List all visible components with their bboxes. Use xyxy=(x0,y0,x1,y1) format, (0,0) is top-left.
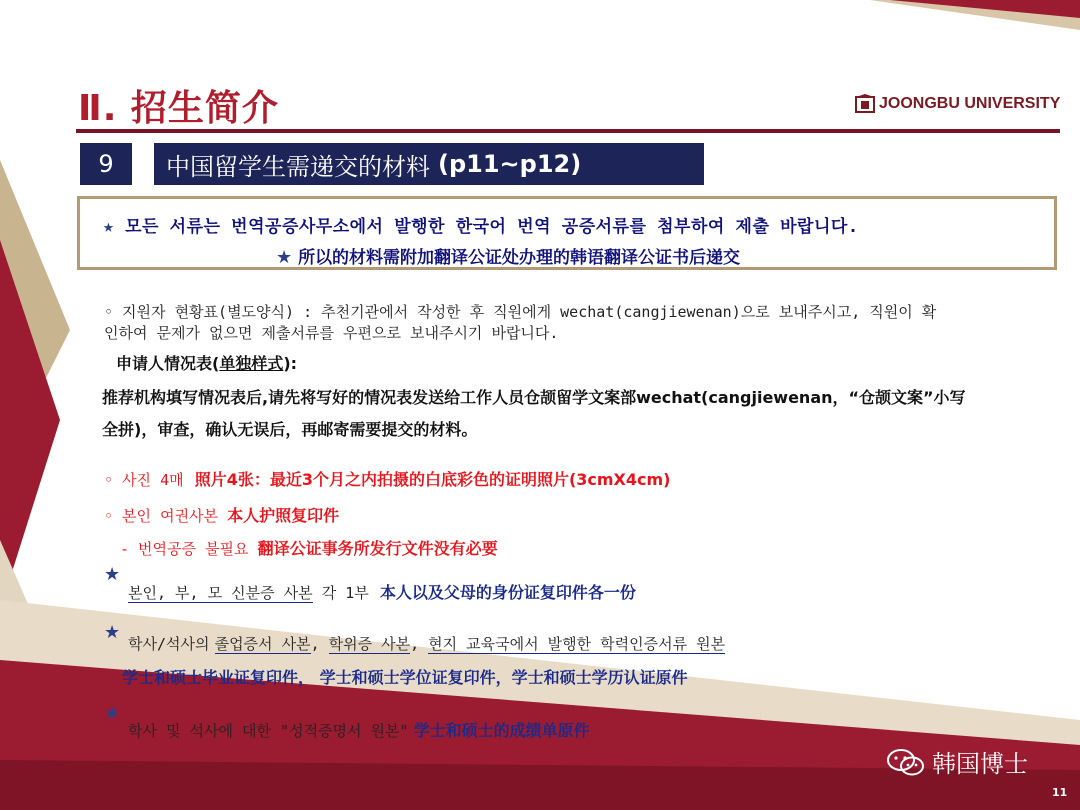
notice-korean-line xyxy=(103,212,859,237)
id-chinese: 本人以及父母的身份证复印件各一份 xyxy=(379,583,636,602)
section-number: 9 xyxy=(80,143,132,185)
form-label-prefix: 申请人情况表( xyxy=(116,354,220,373)
photo-korean: ◦ 사진 4매 xyxy=(104,471,184,489)
photo-item xyxy=(104,467,671,490)
passport-item xyxy=(104,503,339,526)
id-korean-rest: 각 1부 xyxy=(321,584,369,602)
form-chinese-line-1: 推荐机构填写情况表后,请先将写好的情况表发送给工作人员仓颉留学文案部wechat(cangjiewenan，“仓颉文案”小写 xyxy=(102,388,966,407)
page-title: Ⅱ. 招生简介 xyxy=(78,88,279,129)
notary-item xyxy=(120,536,498,559)
wechat-icon xyxy=(886,747,926,777)
id-item xyxy=(128,580,636,603)
logo-text: JOONGBU UNIVERSITY xyxy=(879,95,1061,112)
brand-text: 韩国博士 xyxy=(932,750,1028,778)
section-heading xyxy=(154,143,704,185)
degree-korean-b: 졸업증서 사본 xyxy=(214,635,311,653)
notice-chinese-text: 所以的材料需附加翻译公证处办理的韩语翻译公证书后递交 xyxy=(298,248,741,268)
notary-chinese: 翻译公证事务所发行文件没有必要 xyxy=(257,539,498,558)
wechat-brand xyxy=(886,744,1028,779)
section-title: 中国留学生需递交的材料 xyxy=(166,152,430,181)
star-icon: ★ xyxy=(104,703,121,724)
form-label-underlined: 单独样式 xyxy=(219,354,284,373)
title-divider xyxy=(76,129,1060,133)
passport-korean: ◦ 본인 여권사본 xyxy=(104,507,219,525)
form-korean-line-2: 인하여 문제가 없으면 제출서류를 우편으로 보내주시기 바랍니다. xyxy=(104,324,559,342)
transcript-korean: 학사 및 석사에 대한 "성적증명서 원본" xyxy=(128,722,409,740)
degree-korean-c: 학위증 사본 xyxy=(328,635,411,653)
photo-chinese: 照片4张：最近3个月之内拍摄的白底彩色的证明照片(3cmX4cm) xyxy=(194,470,671,489)
star-icon: ★ xyxy=(103,216,115,237)
form-korean-line-1: ◦ 지원자 현황표(별도양식) : 추천기관에서 작성한 후 직원에게 wechat(cangjiewenan)으로 보내주시고, 직원이 확 xyxy=(104,303,937,321)
passport-chinese: 本人护照复印件 xyxy=(227,506,340,525)
id-korean-underlined: 본인, 부, 모 신분증 사본 xyxy=(128,584,313,602)
star-icon: ★ xyxy=(104,622,121,643)
notary-korean: - 번역공증 불필요 xyxy=(120,540,249,558)
notice-chinese-line xyxy=(276,243,740,268)
star-icon: ★ xyxy=(104,564,121,585)
university-logo xyxy=(855,94,1060,114)
degree-korean-a: 학사/석사의 xyxy=(128,635,210,653)
degree-korean-d: 현지 교육국에서 발행한 학력인증서류 원본 xyxy=(428,635,726,653)
star-icon: ★ xyxy=(276,247,293,268)
transcript-item xyxy=(128,718,590,741)
university-crest-icon xyxy=(855,94,875,114)
form-chinese-line-2: 全拼)，审查，确认无误后，再邮寄需要提交的材料。 xyxy=(102,420,478,439)
page-number: 11 xyxy=(1052,786,1068,799)
degree-item: 학사/석사의 졸업증서 사본, 학위증 사본, 현지 교육국에서 발행한 학력인증서류 원본 xyxy=(128,635,726,653)
form-label-suffix: ): xyxy=(283,354,298,373)
form-chinese-label xyxy=(116,351,297,374)
degree-chinese: 学士和硕士毕业证复印件， 学士和硕士学位证复印件，学士和硕士学历认证原件 xyxy=(122,668,688,687)
transcript-chinese: 学士和硕士的成绩单原件 xyxy=(413,721,590,740)
notice-korean-text: 모든 서류는 번역공증사무소에서 발행한 한국어 번역 공증서류를 첨부하여 제출 바랍니다. xyxy=(125,217,859,237)
section-pages: (p11~p12) xyxy=(438,150,582,178)
